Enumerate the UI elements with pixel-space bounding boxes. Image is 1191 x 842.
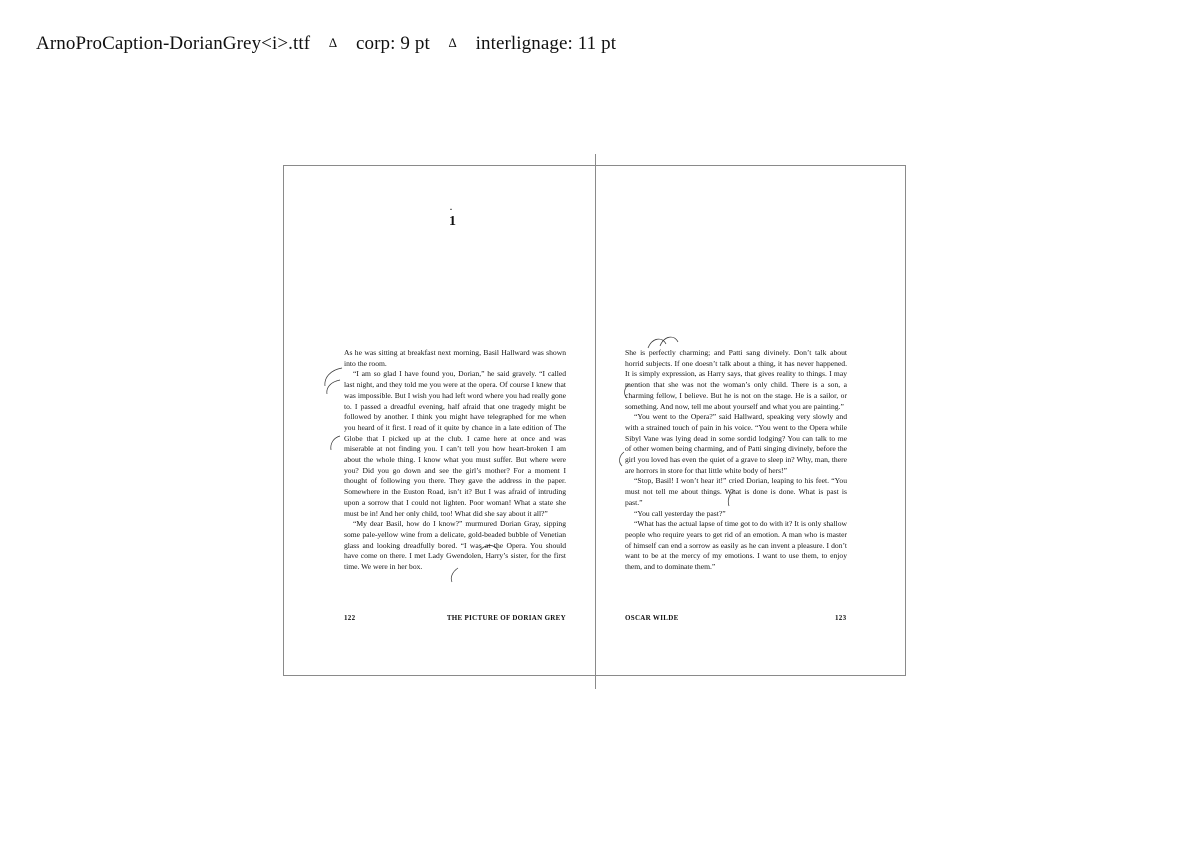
leading-label: interlignage: 11 pt [475,33,617,54]
font-file-name: ArnoProCaption-DorianGrey<i>.ttf [36,33,311,54]
right-page-text [625,348,847,573]
font-size-label: corp: 9 pt [356,33,430,54]
paragraph: “Stop, Basil! I won’t hear it!” cried Dorian, leaping to his feet. “You must not tell me about things. What is done is done. What is past is past.” [625,476,847,507]
paragraph: “What has the actual lapse of time got to do with it? It is only shallow people who require years to get rid of an emotion. A man who is master of himself can end a sorrow as easily as he can invent a pleasure. I don’t want to be at the mercy of my emotions. I want to use them, to enjoy them, and to dominate them.” [625,519,847,572]
gutter-line [595,154,596,689]
paragraph: She is perfectly charming; and Patti sang divinely. Don’t talk about horrid subjects. If one doesn’t talk about a thing, it has never happened. It is simply expression, as Harry says, that gives reality to things. I may mention that she was not the woman’s only child. There is a son, a charming fellow, I believe. But he is not on the stage. He is a sailor, or something. And now, tell me about yourself and what you are painting.” [625,348,847,411]
paragraph: “I am so glad I have found you, Dorian,” he said gravely. “I called last night, and they told me you were at the opera. Of course I knew that was impossible. But I wish you had left word where you had really gone to. I passed a dreadful evening, half afraid that one tragedy might be followed by another. I think you might have telegraphed for me when you heard of it first. I read of it quite by chance in a late edition of The Globe that I picked up at the club. I came here at once and was miserable at not finding you. I can’t tell you how heart-broken I am about the whole thing. I know what you must suffer. But where were you? Did you go down and see the girl’s mother? For a moment I thought of following you there. They gave the address in the paper. Somewhere in the Euston Road, isn’t it? But I was afraid of intruding upon a sorrow that I could not lighten. Poor woman! What a state she must be in! And her only child, too! What did she say about it all?” [344,369,566,518]
specimen-header [36,33,616,55]
right-page-number: 123 [835,614,847,622]
left-page-text [344,348,566,573]
chapter-ornament: · [449,202,453,216]
chapter-number: 1 [449,214,456,229]
paragraph: “You call yesterday the past?” [634,508,726,518]
running-title: THE PICTURE OF DORIAN GREY [446,614,566,622]
separator-icon: ∆ [329,35,338,50]
separator-icon: ∆ [448,35,457,50]
left-page-number: 122 [344,614,356,622]
paragraph: “My dear Basil, how do I know?” murmured Dorian Gray, sipping some pale-yellow wine from a delicate, gold-beaded bubble of Venetian glass and looking dreadfully bored. “I was at the Opera. You should have come on there. I met Lady Gwendolen, Harry’s sister, for the first time. We were in her box. [344,519,566,572]
paragraph: “You went to the Opera?” said Hallward, speaking very slowly and with a strained touch of pain in his voice. “You went to the Opera while Sibyl Vane was lying dead in some sordid lodging? You can talk to me of other women being charming, and of Patti singing divinely, before the girl you loved has even the quiet of a grave to sleep in? Why, man, there are horrors in store for that little white body of hers!” [625,412,847,475]
running-author: OSCAR WILDE [625,614,679,622]
paragraph: As he was sitting at breakfast next morning, Basil Hallward was shown into the room. [344,348,566,368]
